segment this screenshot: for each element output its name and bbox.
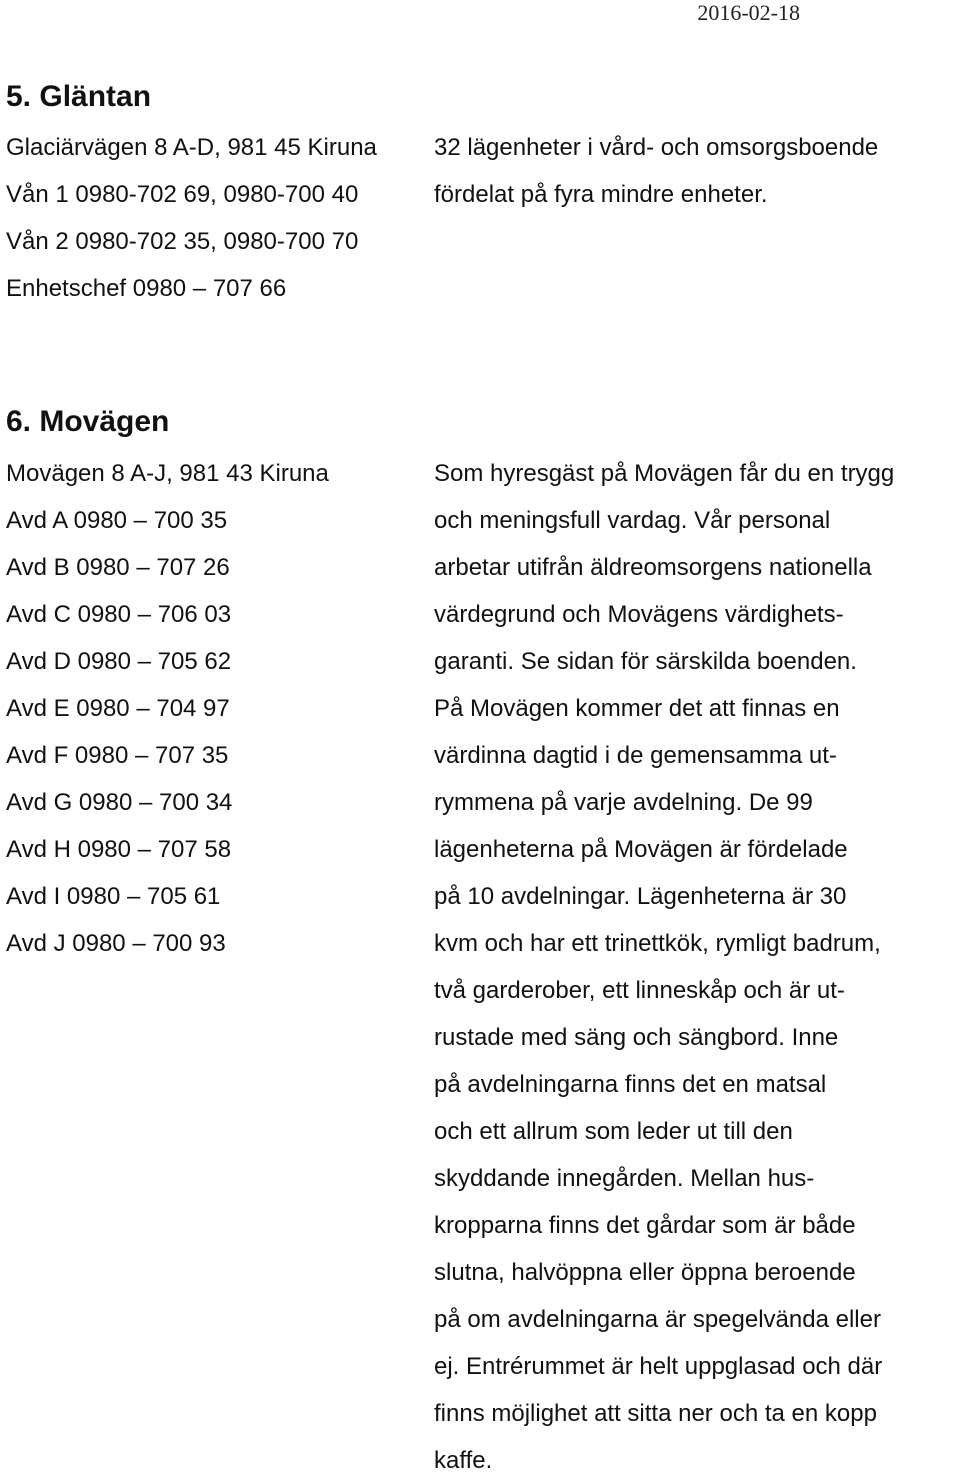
section-6-contact-list: [6, 450, 329, 967]
description-line: värdegrund och Movägens värdighets-: [434, 601, 844, 628]
contact-line: Vån 1 0980-702 69, 0980-700 40: [6, 181, 359, 208]
contact-line: Avd E 0980 – 704 97: [6, 695, 230, 722]
section-6-description: [434, 450, 894, 1484]
description-line: finns möjlighet att sitta ner och ta en kopp: [434, 1400, 877, 1427]
section-5-contact-list: [6, 124, 377, 312]
description-line: garanti. Se sidan för särskilda boenden.: [434, 648, 857, 675]
description-line: skyddande innegården. Mellan hus-: [434, 1165, 815, 1192]
description-line: slutna, halvöppna eller öppna beroende: [434, 1259, 856, 1286]
contact-line: Avd F 0980 – 707 35: [6, 742, 229, 769]
contact-line: Avd C 0980 – 706 03: [6, 601, 232, 628]
contact-line: Avd B 0980 – 707 26: [6, 554, 230, 581]
contact-line: Avd H 0980 – 707 58: [6, 836, 232, 863]
description-line: och ett allrum som leder ut till den: [434, 1118, 793, 1145]
contact-line: Avd I 0980 – 705 61: [6, 883, 221, 910]
description-line: ej. Entrérummet är helt uppglasad och där: [434, 1353, 883, 1380]
description-line: kropparna finns det gårdar som är både: [434, 1212, 856, 1239]
description-line: arbetar utifrån äldreomsorgens nationella: [434, 554, 872, 581]
description-line: på 10 avdelningar. Lägenheterna är 30: [434, 883, 847, 910]
contact-line: Avd J 0980 – 700 93: [6, 930, 226, 957]
contact-line: Enhetschef 0980 – 707 66: [6, 275, 287, 302]
contact-line: Glaciärvägen 8 A-D, 981 45 Kiruna: [6, 134, 377, 161]
description-line: på avdelningarna finns det en matsal: [434, 1071, 827, 1098]
section-5-heading: 5. Gläntan: [6, 80, 152, 113]
description-line: och meningsfull vardag. Vår personal: [434, 507, 831, 534]
description-line: På Movägen kommer det att finnas en: [434, 695, 840, 722]
description-line: rustade med säng och sängbord. Inne: [434, 1024, 839, 1051]
contact-line: Avd D 0980 – 705 62: [6, 648, 232, 675]
section-6-heading: 6. Movägen: [6, 405, 170, 438]
description-line: Som hyresgäst på Movägen får du en trygg: [434, 460, 895, 487]
description-line: på om avdelningarna är spegelvända eller: [434, 1306, 881, 1333]
description-line: fördelat på fyra mindre enheter.: [434, 181, 768, 208]
contact-line: Vån 2 0980-702 35, 0980-700 70: [6, 228, 359, 255]
description-line: kvm och har ett trinettkök, rymligt badrum,: [434, 930, 881, 957]
section-5-description: [434, 124, 878, 218]
description-line: lägenheterna på Movägen är fördelade: [434, 836, 848, 863]
description-line: värdinna dagtid i de gemensamma ut-: [434, 742, 837, 769]
description-line: två garderober, ett linneskåp och är ut-: [434, 977, 845, 1004]
description-line: 32 lägenheter i vård- och omsorgsboende: [434, 134, 879, 161]
page-date: 2016-02-18: [697, 0, 800, 25]
contact-line: Avd G 0980 – 700 34: [6, 789, 233, 816]
description-line: kaffe.: [434, 1447, 493, 1474]
contact-line: Movägen 8 A-J, 981 43 Kiruna: [6, 460, 329, 487]
description-line: rymmena på varje avdelning. De 99: [434, 789, 813, 816]
contact-line: Avd A 0980 – 700 35: [6, 507, 228, 534]
